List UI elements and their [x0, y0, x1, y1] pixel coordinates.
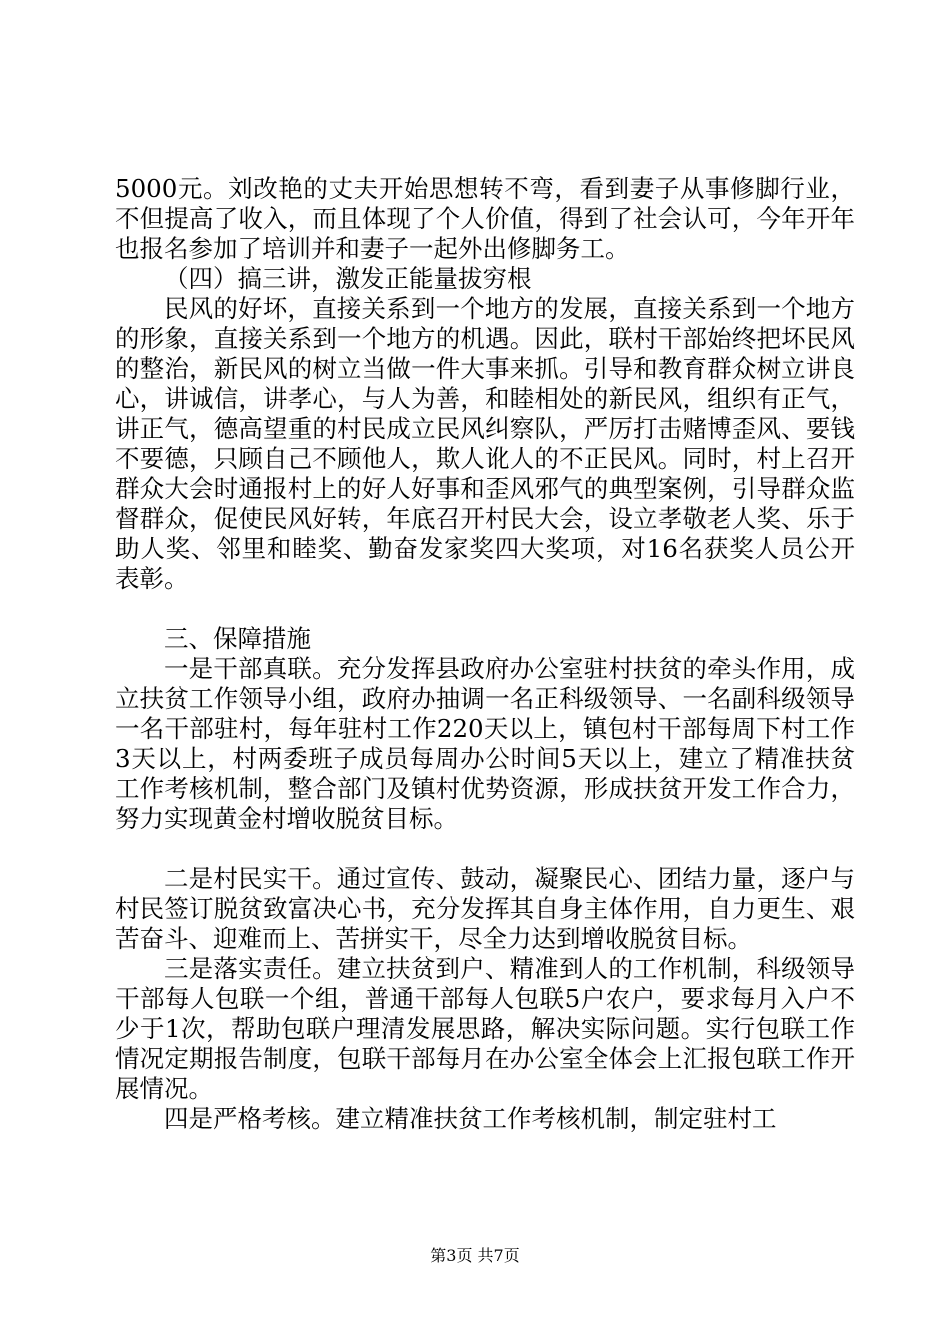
- paragraph-3: 民风的好坏，直接关系到一个地方的发展，直接关系到一个地方的形象，直接关系到一个地方的机遇。因此，联村干部始终把坏民风的整治，新民风的树立当做一件大事来抓。引导和教育群众树立讲良心，讲诚信，讲孝心，与人为善，和睦相处的新民风，组织有正气，讲正气，德高望重的村民成立民风纠察队，严厉打击赌博歪风、要钱不要德，只顾自己不顾他人，欺人讹人的不正民风。同时，村上召开群众大会时通报村上的好人好事和歪风邪气的典型案例，引导群众监督群众，促使民风好转，年底召开村民大会，设立孝敬老人奖、乐于助人奖、邻里和睦奖、勤奋发家奖四大奖项，对16名获奖人员公开表彰。: [115, 294, 855, 593]
- paragraph-5: 一是干部真联。充分发挥县政府办公室驻村扶贫的牵头作用，成立扶贫工作领导小组，政府办抽调一名正科级领导、一名副科级领导一名干部驻村，每年驻村工作220天以上，镇包村干部每周下村工作3天以上，村两委班子成员每周办公时间5天以上，建立了精准扶贫工作考核机制，整合部门及镇村优势资源，形成扶贫开发工作合力，努力实现黄金村增收脱贫目标。: [115, 654, 855, 833]
- page-footer: 第3页 共7页: [430, 1246, 520, 1265]
- paragraph-8: 四是严格考核。建立精准扶贫工作考核机制，制定驻村工: [164, 1104, 777, 1133]
- paragraph-gap: [115, 834, 855, 864]
- section-heading-safeguards: 三、保障措施: [164, 624, 311, 653]
- paragraph-1: 5000元。刘改艳的丈夫开始思想转不弯，看到妻子从事修脚行业，不但提高了收入，而且体现了个人价值，得到了社会认可，今年开年也报名参加了培训并和妻子一起外出修脚务工。: [115, 174, 855, 263]
- paragraph-6: 二是村民实干。通过宣传、鼓动，凝聚民心、团结力量，逐户与村民签订脱贫致富决心书，充分发挥其自身主体作用，自力更生、艰苦奋斗、迎难而上、苦拼实干，尽全力达到增收脱贫目标。: [115, 864, 855, 953]
- paragraph-7: 三是落实责任。建立扶贫到户、精准到人的工作机制，科级领导干部每人包联一个组，普通干部每人包联5户农户，要求每月入户不少于1次，帮助包联户理清发展思路，解决实际问题。实行包联工作情况定期报告制度，包联干部每月在办公室全体会上汇报包联工作开展情况。: [115, 954, 855, 1103]
- section-heading-4: （四）搞三讲，激发正能量拔穷根: [164, 264, 532, 293]
- document-body: [115, 174, 855, 1134]
- paragraph-gap: [115, 594, 855, 624]
